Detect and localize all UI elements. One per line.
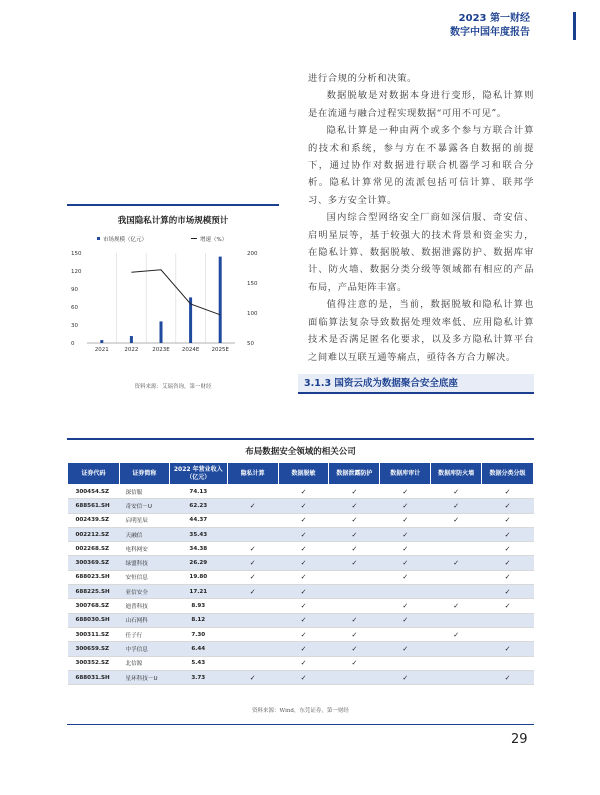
body-text	[308, 70, 534, 366]
check-cell	[431, 656, 482, 670]
check-cell: ✓	[431, 499, 482, 513]
stock-name-cell: 奇安信－U	[119, 499, 169, 513]
stock-code-cell: 688561.SH	[68, 499, 120, 513]
table-header-cell: 数据分类分级	[482, 463, 534, 485]
check-cell: ✓	[278, 613, 329, 627]
check-cell	[329, 570, 380, 584]
check-cell	[227, 627, 278, 641]
check-cell: ✓	[329, 656, 380, 670]
y-left-tick: 60	[71, 305, 78, 311]
table-top-rule	[67, 438, 534, 440]
check-cell: ✓	[329, 542, 380, 556]
check-cell: ✓	[380, 570, 431, 584]
legend-line-label: 增速（%）	[200, 237, 228, 243]
stock-name-cell: 任子行	[119, 627, 169, 641]
check-cell	[431, 613, 482, 627]
stock-code-cell: 002268.SZ	[68, 542, 120, 556]
check-cell	[431, 585, 482, 599]
table-row	[68, 627, 534, 641]
check-cell: ✓	[227, 556, 278, 570]
table-row	[68, 570, 534, 584]
revenue-cell: 8.93	[169, 599, 227, 613]
check-cell: ✓	[278, 599, 329, 613]
stock-name-cell: 亚信安全	[119, 585, 169, 599]
check-cell: ✓	[329, 613, 380, 627]
revenue-cell: 19.80	[169, 570, 227, 584]
check-cell: ✓	[380, 642, 431, 656]
table-header-cell: 证券代码	[68, 463, 120, 485]
section-heading: 3.1.3 国资云成为数据聚合安全底座	[298, 374, 534, 394]
check-cell: ✓	[380, 613, 431, 627]
check-cell: ✓	[482, 556, 534, 570]
stock-name-cell: 绿盟科技	[119, 556, 169, 570]
stock-code-cell: 300352.SZ	[68, 656, 120, 670]
chart-top-rule	[67, 204, 279, 206]
revenue-cell: 35.43	[169, 527, 227, 541]
check-cell	[431, 570, 482, 584]
check-cell: ✓	[329, 513, 380, 527]
check-cell: ✓	[278, 642, 329, 656]
check-cell	[482, 627, 534, 641]
table-row	[68, 499, 534, 513]
check-cell	[380, 627, 431, 641]
table-header-row	[68, 463, 534, 485]
revenue-cell: 34.38	[169, 542, 227, 556]
check-cell	[227, 527, 278, 541]
check-cell: ✓	[380, 499, 431, 513]
check-cell: ✓	[482, 542, 534, 556]
revenue-cell: 62.23	[169, 499, 227, 513]
check-cell: ✓	[329, 499, 380, 513]
y-right-tick: 200	[247, 251, 258, 257]
table-body	[68, 485, 534, 685]
check-cell: ✓	[431, 599, 482, 613]
y-left-tick: 90	[71, 287, 78, 293]
check-cell: ✓	[431, 485, 482, 499]
check-cell: ✓	[482, 485, 534, 499]
table-row	[68, 585, 534, 599]
check-cell: ✓	[431, 513, 482, 527]
revenue-cell: 26.29	[169, 556, 227, 570]
stock-name-cell: 星环科技－U	[119, 670, 169, 684]
check-cell: ✓	[278, 570, 329, 584]
check-cell: ✓	[329, 485, 380, 499]
stock-name-cell: 中孚信息	[119, 642, 169, 656]
stock-name-cell: 深信服	[119, 485, 169, 499]
check-cell: ✓	[380, 542, 431, 556]
check-cell	[329, 670, 380, 684]
table-row	[68, 599, 534, 613]
table-row	[68, 656, 534, 670]
revenue-cell: 44.37	[169, 513, 227, 527]
stock-code-cell: 688225.SH	[68, 585, 120, 599]
check-cell: ✓	[227, 585, 278, 599]
check-cell: ✓	[227, 542, 278, 556]
table-source: 资料来源：Wind，东莞证券，第一财经	[252, 708, 349, 714]
check-cell: ✓	[482, 499, 534, 513]
revenue-cell: 3.73	[169, 670, 227, 684]
table-row	[68, 527, 534, 541]
y-left-tick: 30	[71, 323, 78, 329]
body-paragraph: 数据脱敏是对数据本身进行变形，隐私计算则是在流通与融合过程实现数据“可用不可见”。	[308, 90, 534, 119]
bar	[219, 257, 222, 343]
table-header-cell: 数据脱敏	[278, 463, 329, 485]
check-cell: ✓	[482, 570, 534, 584]
check-cell: ✓	[329, 556, 380, 570]
check-cell	[431, 642, 482, 656]
check-cell: ✓	[482, 599, 534, 613]
check-cell: ✓	[278, 513, 329, 527]
stock-code-cell: 300659.SZ	[68, 642, 120, 656]
revenue-cell: 7.30	[169, 627, 227, 641]
stock-name-cell: 北信源	[119, 656, 169, 670]
y-right-tick: 100	[247, 311, 258, 317]
table-header-cell: 隐私计算	[227, 463, 278, 485]
body-paragraph: 值得注意的是，当前，数据脱敏和隐私计算也面临算法复杂导致数据处理效率低、应用隐私计算技术是否满足匿名化要求，以及多方隐私计算平台之间难以互联互通等痛点，亟待各方合力解决。	[308, 299, 534, 363]
report-header	[450, 12, 530, 40]
table-header-cell: 数据泄露防护	[329, 463, 380, 485]
table-row	[68, 642, 534, 656]
check-cell: ✓	[278, 527, 329, 541]
check-cell	[227, 599, 278, 613]
stock-name-cell: 启明星辰	[119, 513, 169, 527]
check-cell	[431, 542, 482, 556]
check-cell	[227, 513, 278, 527]
table-header-cell: 2022 年营业收入（亿元）	[169, 463, 227, 485]
stock-code-cell: 300768.SZ	[68, 599, 120, 613]
check-cell: ✓	[380, 599, 431, 613]
chart-title: 我国隐私计算的市场规模预计	[117, 216, 229, 226]
check-cell	[227, 613, 278, 627]
check-cell	[329, 585, 380, 599]
table-bottom-rule	[67, 724, 534, 725]
revenue-cell: 17.21	[169, 585, 227, 599]
x-tick-label: 2023E	[152, 347, 170, 353]
revenue-cell: 8.12	[169, 613, 227, 627]
stock-name-cell: 山石网科	[119, 613, 169, 627]
check-cell: ✓	[329, 642, 380, 656]
stock-code-cell: 300369.SZ	[68, 556, 120, 570]
y-left-tick: 120	[71, 269, 82, 275]
check-cell: ✓	[227, 499, 278, 513]
x-tick-label: 2021	[94, 347, 109, 353]
check-cell: ✓	[482, 642, 534, 656]
header-accent-bar	[573, 12, 576, 40]
table-row	[68, 556, 534, 570]
company-table	[67, 462, 534, 685]
page-number: 29	[511, 732, 528, 747]
stock-code-cell: 002212.SZ	[68, 527, 120, 541]
body-paragraph: 国内综合型网络安全厂商如深信服、奇安信、启明星辰等，基于较强大的技术背景和资金实力，在隐私计算、数据脱敏、数据泄露防护、数据库审计、防火墙、数据分类分级等领域都有相应的产品布局，产品矩阵丰富。	[308, 212, 534, 293]
check-cell	[431, 527, 482, 541]
table-header-cell: 数据库防火墙	[431, 463, 482, 485]
table-row	[68, 542, 534, 556]
check-cell: ✓	[278, 542, 329, 556]
stock-code-cell: 688031.SH	[68, 670, 120, 684]
stock-code-cell: 300454.SZ	[68, 485, 120, 499]
check-cell: ✓	[431, 627, 482, 641]
chart-plot	[67, 228, 279, 398]
revenue-cell: 74.13	[169, 485, 227, 499]
check-cell	[380, 585, 431, 599]
check-cell: ✓	[278, 556, 329, 570]
check-cell: ✓	[380, 485, 431, 499]
revenue-cell: 6.44	[169, 642, 227, 656]
check-cell: ✓	[278, 499, 329, 513]
stock-name-cell: 天融信	[119, 527, 169, 541]
table-row	[68, 670, 534, 684]
check-cell: ✓	[278, 656, 329, 670]
check-cell: ✓	[380, 527, 431, 541]
y-right-tick: 50	[247, 341, 254, 347]
stock-code-cell: 688023.SH	[68, 570, 120, 584]
stock-code-cell: 002439.SZ	[68, 513, 120, 527]
header-line-2: 数字中国年度报告	[450, 27, 530, 38]
check-cell	[380, 656, 431, 670]
check-cell: ✓	[482, 527, 534, 541]
bar	[100, 340, 103, 343]
stock-code-cell: 300311.SZ	[68, 627, 120, 641]
table-header-cell: 数据库审计	[380, 463, 431, 485]
x-tick-label: 2024E	[181, 347, 200, 353]
check-cell: ✓	[329, 527, 380, 541]
check-cell	[482, 656, 534, 670]
check-cell	[482, 613, 534, 627]
check-cell: ✓	[482, 513, 534, 527]
x-tick-label: 2022	[124, 347, 139, 353]
bar	[160, 321, 163, 343]
header-line-1: 2023 第一财经	[458, 13, 530, 24]
check-cell: ✓	[380, 556, 431, 570]
x-tick-label: 2025E	[211, 347, 229, 353]
table-header-cell: 证券简称	[119, 463, 169, 485]
check-cell: ✓	[380, 670, 431, 684]
table-title: 布局数据安全领域的相关公司	[245, 447, 356, 457]
body-paragraph: 隐私计算是一种由两个或多个参与方联合计算的技术和系统，参与方在不暴露各自数据的前提下，通过协作对数据进行联合机器学习和联合分析。隐私计算常见的流派包括可信计算、联邦学习、多方安全计算。	[308, 125, 534, 206]
y-left-tick: 150	[71, 251, 82, 257]
check-cell	[329, 599, 380, 613]
check-cell	[227, 656, 278, 670]
table-row	[68, 613, 534, 627]
bar	[130, 336, 133, 343]
check-cell: ✓	[482, 585, 534, 599]
market-size-chart	[67, 204, 279, 400]
stock-name-cell: 电科网安	[119, 542, 169, 556]
check-cell: ✓	[227, 570, 278, 584]
stock-code-cell: 688030.SH	[68, 613, 120, 627]
check-cell	[227, 485, 278, 499]
y-left-tick: 0	[71, 341, 75, 347]
chart-source: 资料来源：艾瑞咨询，第一财经	[134, 384, 212, 390]
legend-bar-label: 市场规模（亿元）	[103, 237, 148, 243]
check-cell: ✓	[278, 670, 329, 684]
stock-name-cell: 安恒信息	[119, 570, 169, 584]
check-cell	[431, 670, 482, 684]
check-cell: ✓	[278, 485, 329, 499]
body-paragraph: 进行合规的分析和决策。	[308, 73, 417, 84]
check-cell: ✓	[278, 627, 329, 641]
stock-name-cell: 迪普科技	[119, 599, 169, 613]
table-row	[68, 513, 534, 527]
revenue-cell: 5.43	[169, 656, 227, 670]
y-right-tick: 150	[247, 281, 258, 287]
check-cell	[227, 642, 278, 656]
check-cell: ✓	[227, 670, 278, 684]
check-cell: ✓	[431, 556, 482, 570]
legend-bar-swatch	[97, 237, 100, 240]
check-cell: ✓	[329, 627, 380, 641]
check-cell: ✓	[278, 585, 329, 599]
table-row	[68, 485, 534, 499]
check-cell: ✓	[482, 670, 534, 684]
check-cell: ✓	[380, 513, 431, 527]
